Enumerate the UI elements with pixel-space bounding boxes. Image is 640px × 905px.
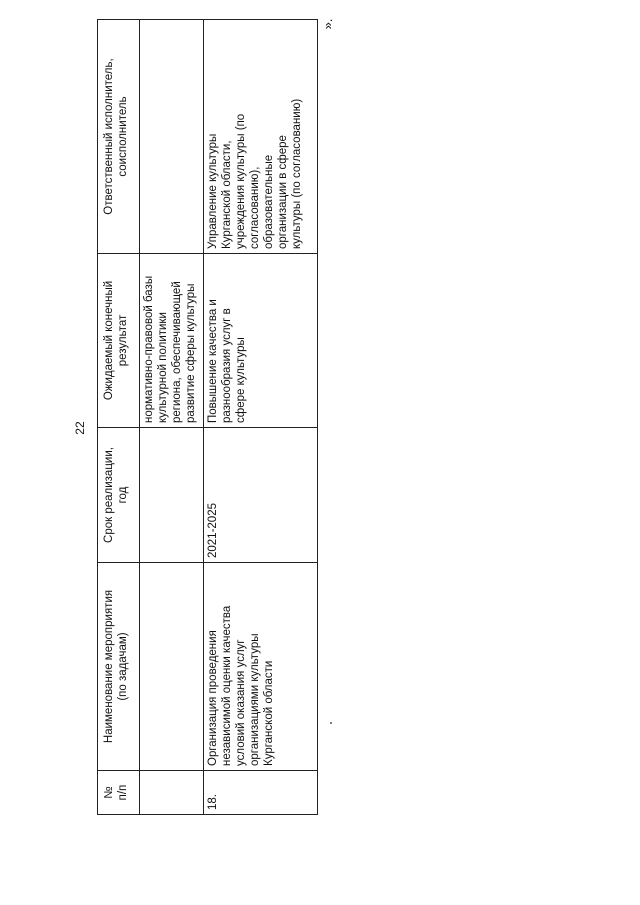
cell-number: 18.: [204, 771, 318, 815]
cell-executor: [140, 20, 204, 254]
cell-expected-result: Повышение качества и разнообразия услуг в сфере культуры: [204, 254, 318, 428]
rotated-table-area: [97, 20, 317, 815]
cell-number: [140, 771, 204, 815]
header-responsible-executor: Ответственный исполнитель, соисполнитель: [98, 20, 140, 254]
header-expected-result: Ожидаемый конечный результат: [98, 254, 140, 428]
table-rotation-wrapper: [97, 20, 317, 815]
cell-term: [140, 428, 204, 563]
cell-expected-result: нормативно-правовой базы культурной политики региона, обеспечивающей развитие сферы культуры: [140, 254, 204, 428]
header-implementation-term: Срок реализации, год: [98, 428, 140, 563]
table-row-continuation: [140, 20, 204, 815]
table-row-18: [204, 20, 318, 815]
cell-measure-name: [140, 563, 204, 771]
cell-term: 2021-2025: [204, 428, 318, 563]
header-number: № п/п: [98, 771, 140, 815]
measures-table: [97, 19, 318, 815]
header-measure-name: Наименование мероприятия (по задачам): [98, 563, 140, 771]
scan-speck: [330, 722, 332, 724]
cell-executor: Управление культуры Курганской области, учреждения культуры (по согласованию), образовательные организации в сфере культуры (по согласованию): [204, 20, 318, 254]
page-number: 22: [73, 421, 87, 435]
table-header-row: [98, 20, 140, 815]
closing-quote-mark: ».: [320, 18, 335, 30]
cell-measure-name: Организация проведения независимой оценки качества условий оказания услуг организациями культуры Курганской области: [204, 563, 318, 771]
